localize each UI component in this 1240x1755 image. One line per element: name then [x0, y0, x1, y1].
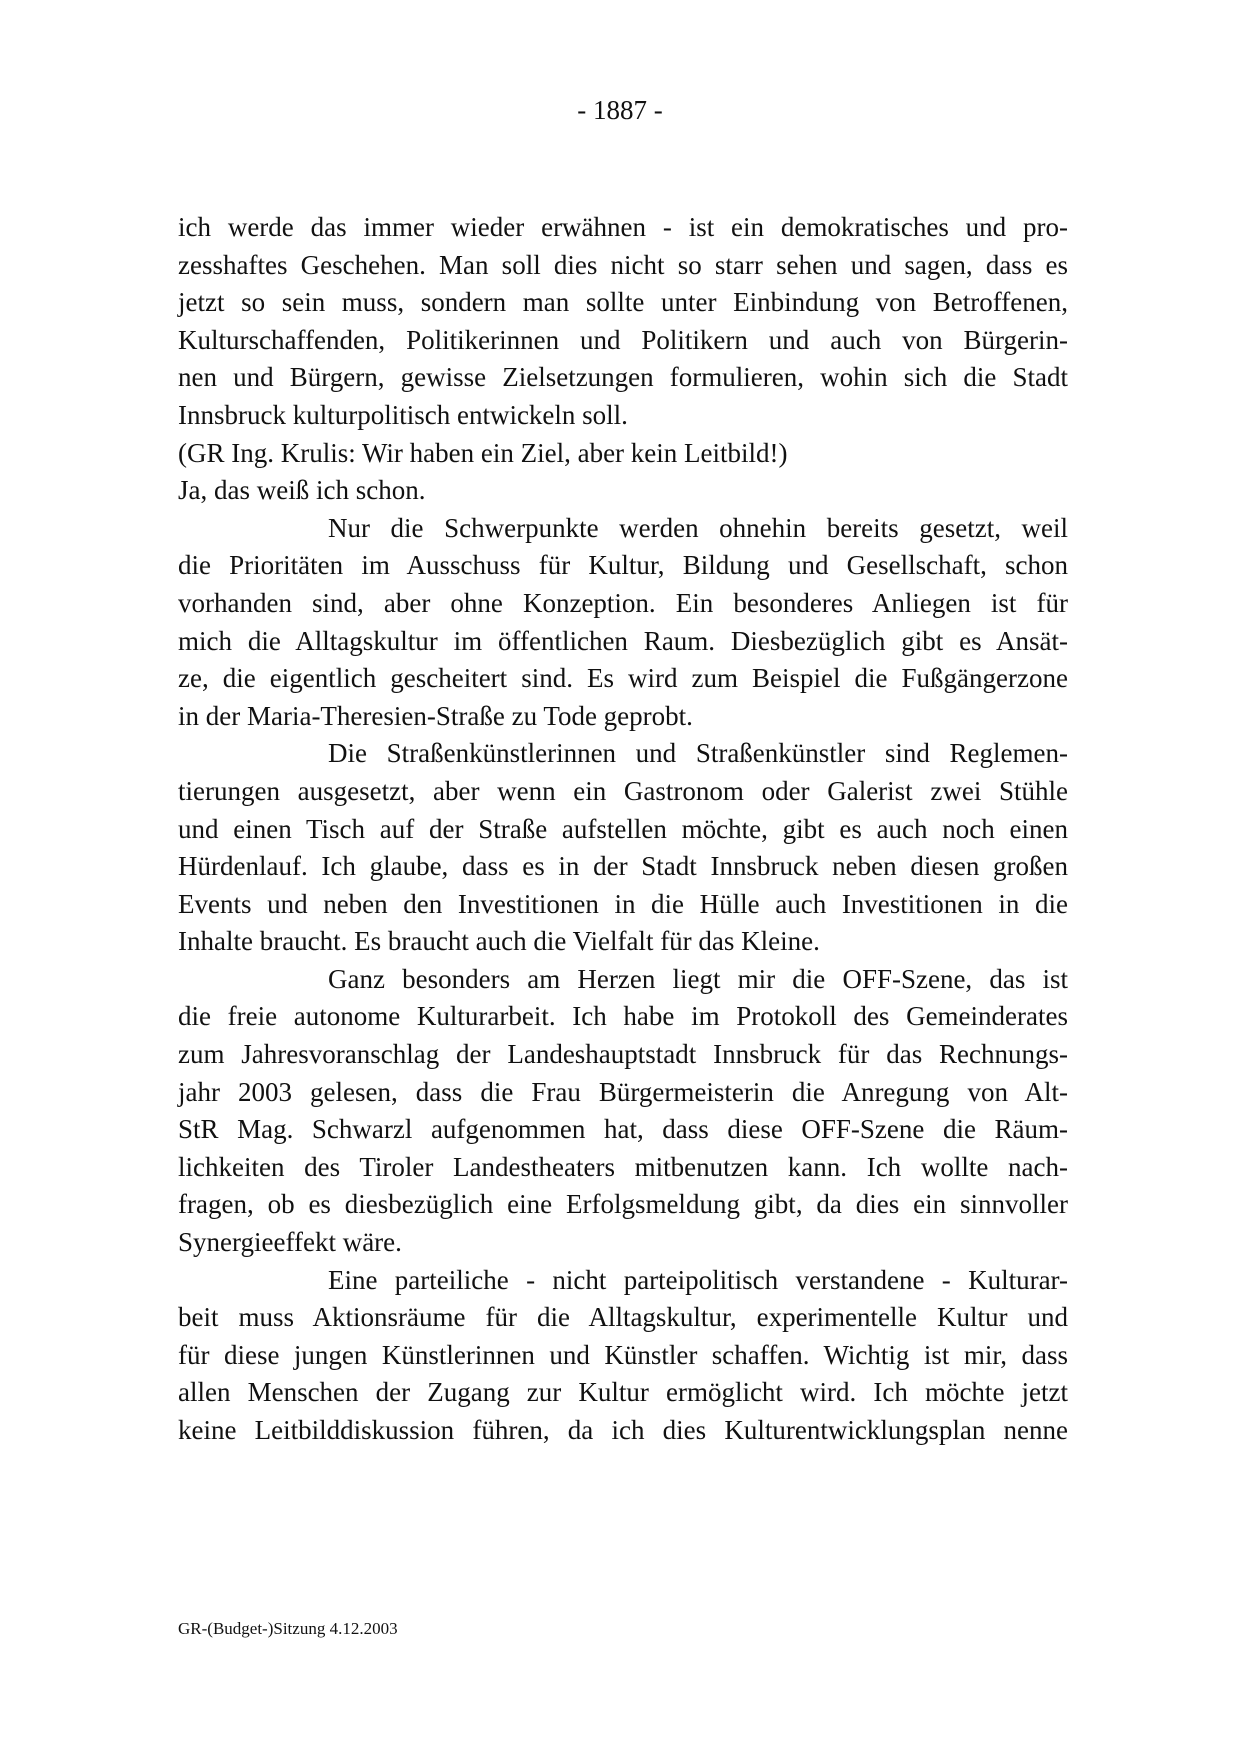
text-line: tierungen ausgesetzt, aber wenn ein Gastronom oder Galerist zwei Stühle: [178, 775, 1068, 806]
text-line: nen und Bürgern, gewisse Zielsetzungen formulieren, wohin sich die Stadt: [178, 362, 1068, 393]
body-text: [178, 209, 1068, 1450]
text-line: und einen Tisch auf der Straße aufstellen möchte, gibt es auch noch einen: [178, 813, 1068, 844]
text-line: die freie autonome Kulturarbeit. Ich habe im Protokoll des Gemeinderates: [178, 1001, 1068, 1032]
text-line: jahr 2003 gelesen, dass die Frau Bürgermeisterin die Anregung von Alt-: [178, 1076, 1068, 1107]
text-line: ich werde das immer wieder erwähnen - ist ein demokratisches und pro-: [178, 212, 1068, 242]
text-line: fragen, ob es diesbezüglich eine Erfolgsmeldung gibt, da dies ein sinnvoller: [178, 1189, 1068, 1220]
text-line: beit muss Aktionsräume für die Alltagskultur, experimentelle Kultur und: [178, 1302, 1068, 1333]
text-line: Die Straßenkünstlerinnen und Straßenkünstler sind Reglemen-: [328, 738, 1068, 769]
text-line: Kulturschaffenden, Politikerinnen und Politikern und auch von Bürgerin-: [178, 324, 1068, 355]
text-line: (GR Ing. Krulis: Wir haben ein Ziel, aber kein Leitbild!): [178, 437, 788, 468]
text-line: mich die Alltagskultur im öffentlichen Raum. Diesbezüglich gibt es Ansät-: [178, 625, 1068, 656]
footer-session-info: GR-(Budget-)Sitzung 4.12.2003: [178, 1619, 398, 1638]
text-line: Innsbruck kulturpolitisch entwickeln soll.: [178, 399, 628, 430]
text-line: zesshaftes Geschehen. Man soll dies nicht so starr sehen und sagen, dass es: [178, 249, 1068, 280]
text-line: Ganz besonders am Herzen liegt mir die OFF-Szene, das ist: [328, 963, 1068, 994]
text-line: lichkeiten des Tiroler Landestheaters mitbenutzen kann. Ich wollte nach-: [178, 1151, 1068, 1182]
text-line: Nur die Schwerpunkte werden ohnehin bereits gesetzt, weil: [328, 512, 1068, 543]
text-line: allen Menschen der Zugang zur Kultur ermöglicht wird. Ich möchte jetzt: [178, 1377, 1068, 1408]
text-line: StR Mag. Schwarzl aufgenommen hat, dass diese OFF-Szene die Räum-: [178, 1114, 1068, 1145]
text-line: Synergieeffekt wäre.: [178, 1227, 402, 1258]
text-line: zum Jahresvoranschlag der Landeshauptstadt Innsbruck für das Rechnungs-: [178, 1039, 1068, 1070]
text-line: jetzt so sein muss, sondern man sollte unter Einbindung von Betroffenen,: [178, 287, 1068, 318]
text-line: Ja, das weiß ich schon.: [178, 475, 426, 506]
text-line: Events und neben den Investitionen in die Hülle auch Investitionen in die: [178, 888, 1068, 919]
text-line: Hürdenlauf. Ich glaube, dass es in der Stadt Innsbruck neben diesen großen: [178, 851, 1068, 882]
text-line: für diese jungen Künstlerinnen und Künstler schaffen. Wichtig ist mir, dass: [178, 1339, 1068, 1370]
text-line: vorhanden sind, aber ohne Konzeption. Ein besonderes Anliegen ist für: [178, 587, 1068, 618]
text-line: keine Leitbilddiskussion führen, da ich dies Kulturentwicklungsplan nenne: [178, 1415, 1068, 1445]
text-line: Eine parteiliche - nicht parteipolitisch verstandene - Kulturar-: [328, 1264, 1068, 1295]
page-number: - 1887 -: [577, 95, 663, 125]
text-line: die Prioritäten im Ausschuss für Kultur, Bildung und Gesellschaft, schon: [178, 550, 1068, 581]
text-line: Inhalte braucht. Es braucht auch die Vielfalt für das Kleine.: [178, 926, 820, 957]
text-line: in der Maria-Theresien-Straße zu Tode geprobt.: [178, 700, 693, 731]
text-line: ze, die eigentlich gescheitert sind. Es wird zum Beispiel die Fußgängerzone: [178, 663, 1068, 694]
